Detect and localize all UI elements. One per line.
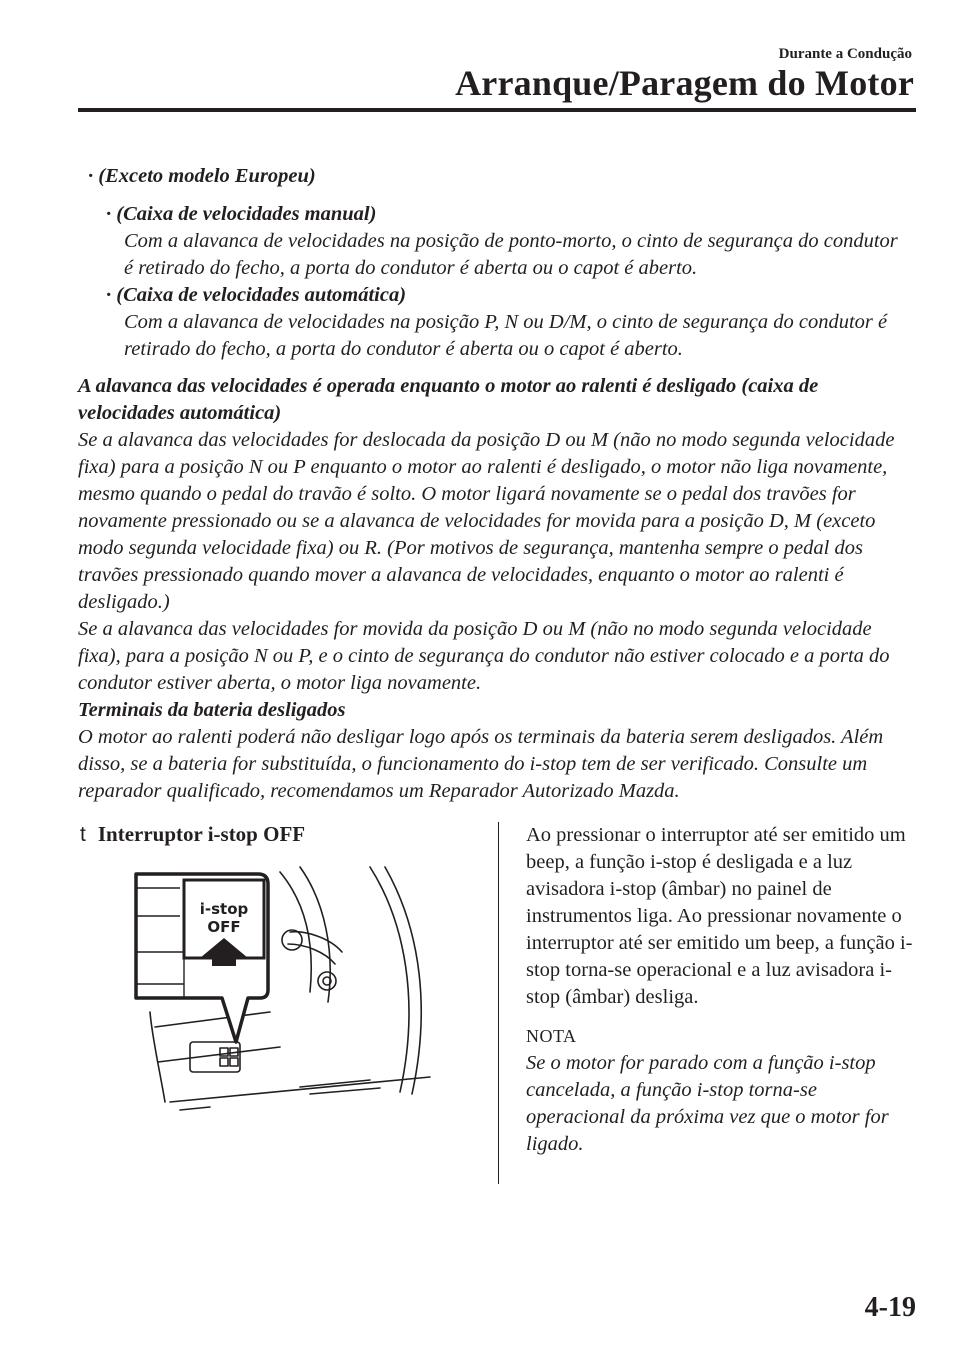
section-title: Interruptor i-stop OFF	[97, 822, 306, 846]
column-divider	[498, 822, 499, 1184]
istop-switch-illustration	[130, 862, 435, 1118]
bullet-dot-icon: ·	[88, 165, 99, 187]
right-column	[526, 822, 918, 1158]
header-section: Durante a Condução	[778, 46, 912, 62]
bullet-auto-title: (Caixa de velocidades automática)	[116, 284, 407, 306]
page-number: 4-19	[864, 1292, 916, 1323]
header-title: Arranque/Paragem do Motor	[455, 63, 914, 103]
section-heading	[80, 822, 305, 847]
istop-label-line2: OFF	[207, 918, 241, 936]
bullet-manual	[106, 201, 906, 282]
bullet-dot-icon: ·	[106, 203, 117, 225]
nota-label: NOTA	[526, 1026, 577, 1046]
bullet-auto-text: Com a alavanca de velocidades na posição P, N ou D/M, o cinto de segurança do condutor é retirado do fecho, a porta do condutor é aberta ou o capot é aberto.	[124, 311, 888, 360]
section-marker-icon: t	[80, 823, 86, 846]
bullet-dot-icon: ·	[106, 284, 117, 306]
paragraph-alavanca-1: Se a alavanca das velocidades for deslocada da posição D ou M (não no modo segunda velocidade fixa) para a posição N ou P enquanto o motor ao ralenti é desligado, o motor não liga novamente, mesmo quando o pedal do travão é solto. O motor ligará novamente se o pedal dos travões for novamente pressionado ou se a alavanca de velocidades for movida para a posição D, M (exceto modo segunda velocidade fixa) ou R. (Por motivos de segurança, mantenha sempre o pedal dos travões pressionado quando mover a alavanca de velocidades, enquanto o motor ao ralenti é desligado.)	[78, 429, 895, 613]
istop-label-line1: i-stop	[199, 900, 249, 918]
istop-description: Ao pressionar o interruptor até ser emitido um beep, a função i-stop é desligada e a luz avisadora i-stop (âmbar) no painel de instrumentos liga. Ao pressionar novamente o interruptor até ser emitido um beep, a função i-stop torna-se operacional e a luz avisadora i-stop (âmbar) desliga.	[526, 824, 913, 1008]
bullet-exceto	[88, 163, 316, 190]
main-body	[78, 373, 914, 805]
bullet-auto	[106, 282, 906, 363]
paragraph-bateria: O motor ao ralenti poderá não desligar logo após os terminais da bateria serem desligados. Além disso, se a bateria for substituída, o funcionamento do i-stop tem de ser verificado. Consulte um reparador qualificado, recomendamos um Reparador Autorizado Mazda.	[78, 726, 884, 802]
bullet-manual-text: Com a alavanca de velocidades na posição de ponto-morto, o cinto de segurança do condutor é retirado do fecho, a porta do condutor é aberta ou o capot é aberto.	[124, 230, 898, 279]
bullet-exceto-text: (Exceto modelo Europeu)	[98, 165, 316, 187]
bullet-manual-title: (Caixa de velocidades manual)	[116, 203, 377, 225]
heading-alavanca: A alavanca das velocidades é operada enquanto o motor ao ralenti é desligado (caixa de velocidades automática)	[78, 375, 819, 424]
nota-text: Se o motor for parado com a função i-stop cancelada, a função i-stop torna-se operacional da próxima vez que o motor for ligado.	[526, 1052, 889, 1155]
paragraph-alavanca-2: Se a alavanca das velocidades for movida da posição D ou M (não no modo segunda velocidade fixa), para a posição N ou P, e o cinto de segurança do condutor não estiver colocado e a porta do condutor estiver aberta, o motor liga novamente.	[78, 618, 890, 694]
header-rule	[78, 108, 916, 112]
heading-bateria: Terminais da bateria desligados	[78, 699, 346, 721]
